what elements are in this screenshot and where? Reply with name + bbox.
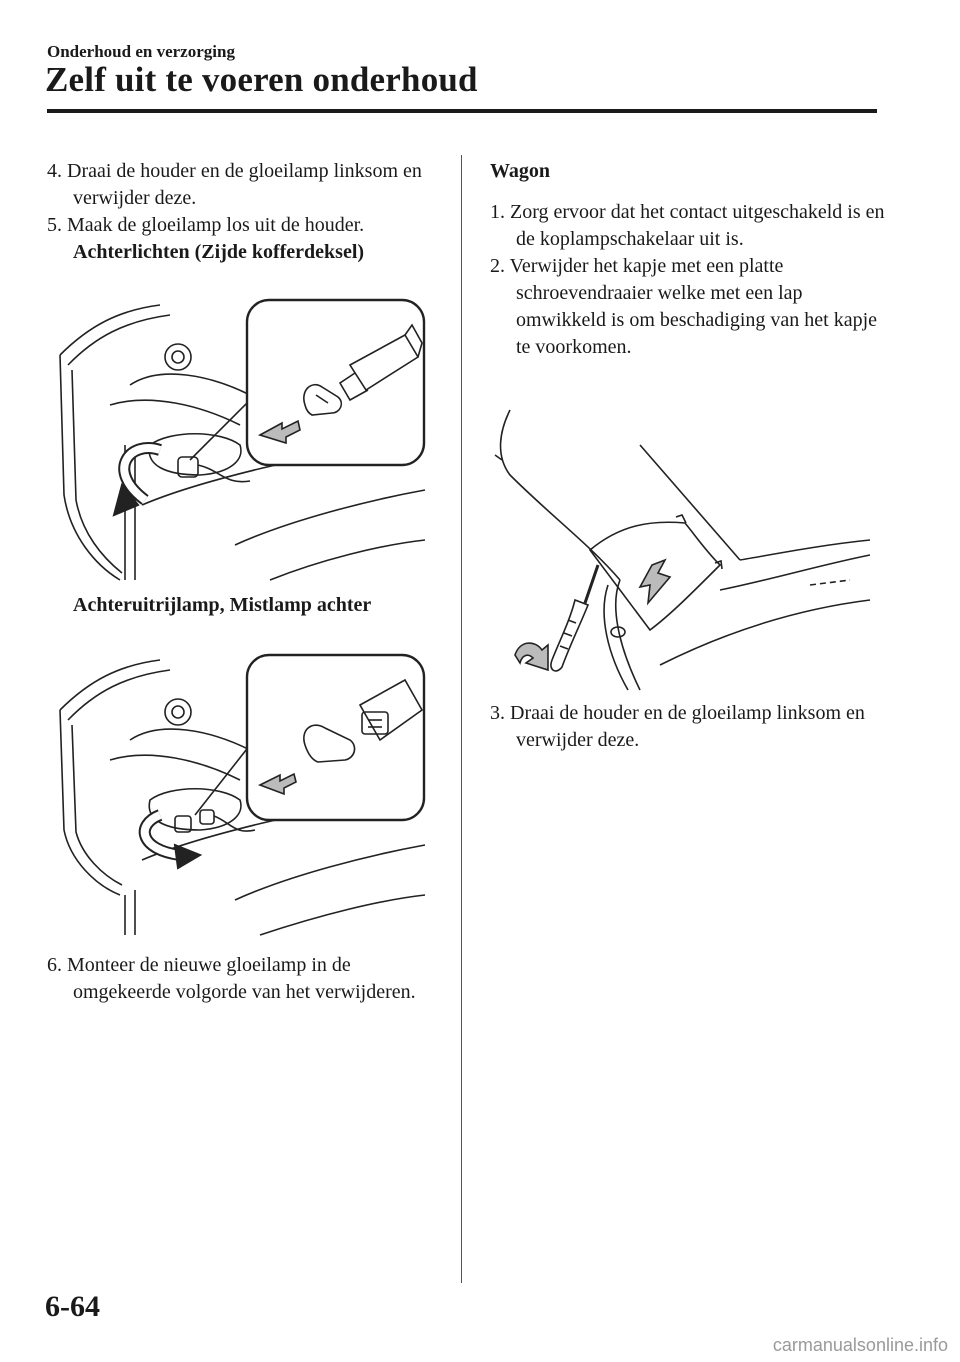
step-1: 1. Zorg ervoor dat het contact uitgeschakeld is en de koplampschakelaar uit is. (490, 201, 885, 250)
detail-inset (247, 300, 424, 465)
title-rule (47, 109, 877, 113)
left-step6-wrap (47, 952, 447, 1006)
rotate-counterclockwise-arrow-icon (114, 448, 160, 515)
step-4: 4. Draai de houder en de gloeilamp linksom en verwijder deze. (47, 160, 422, 209)
pry-arrow-icon (515, 643, 548, 670)
step-5: 5. Maak de gloeilamp los uit de houder. (47, 214, 365, 236)
detail-inset (247, 655, 424, 820)
figure-wagon-cover-removal (490, 405, 875, 695)
right-column (490, 158, 890, 361)
page-title: Zelf uit te voeren onderhoud (45, 60, 478, 99)
press-arrow-icon (640, 560, 670, 603)
subheading-reverse-and-fog-lamp: Achteruitrijlamp, Mistlamp achter (73, 594, 372, 616)
figure-reverse-fog-lamp (50, 650, 430, 940)
right-step3-wrap (490, 700, 890, 754)
page-number: 6-64 (45, 1290, 100, 1323)
column-divider (461, 155, 462, 1283)
step-2: 2. Verwijder het kapje met een platte schroevendraaier welke met een lap omwikkeld is om beschadiging van het kapje te voorkomen. (490, 255, 878, 358)
screwdriver-icon (551, 565, 598, 671)
step-6: 6. Monteer de nieuwe gloeilamp in de omgekeerde volgorde van het verwijderen. (47, 954, 416, 1003)
bulb-socket-icon (178, 457, 250, 482)
subheading-rear-lights-trunk-lid: Achterlichten (Zijde kofferdeksel) (73, 241, 365, 263)
figure-rear-lights-trunk-lid (50, 295, 430, 585)
subheading-wagon: Wagon (490, 160, 551, 182)
left-sub2-wrap (47, 592, 447, 619)
section-label: Onderhoud en verzorging (47, 42, 235, 61)
watermark: carmanualsonline.info (772, 1335, 948, 1355)
left-column (47, 158, 447, 266)
step-3: 3. Draai de houder en de gloeilamp linksom en verwijder deze. (490, 702, 865, 751)
